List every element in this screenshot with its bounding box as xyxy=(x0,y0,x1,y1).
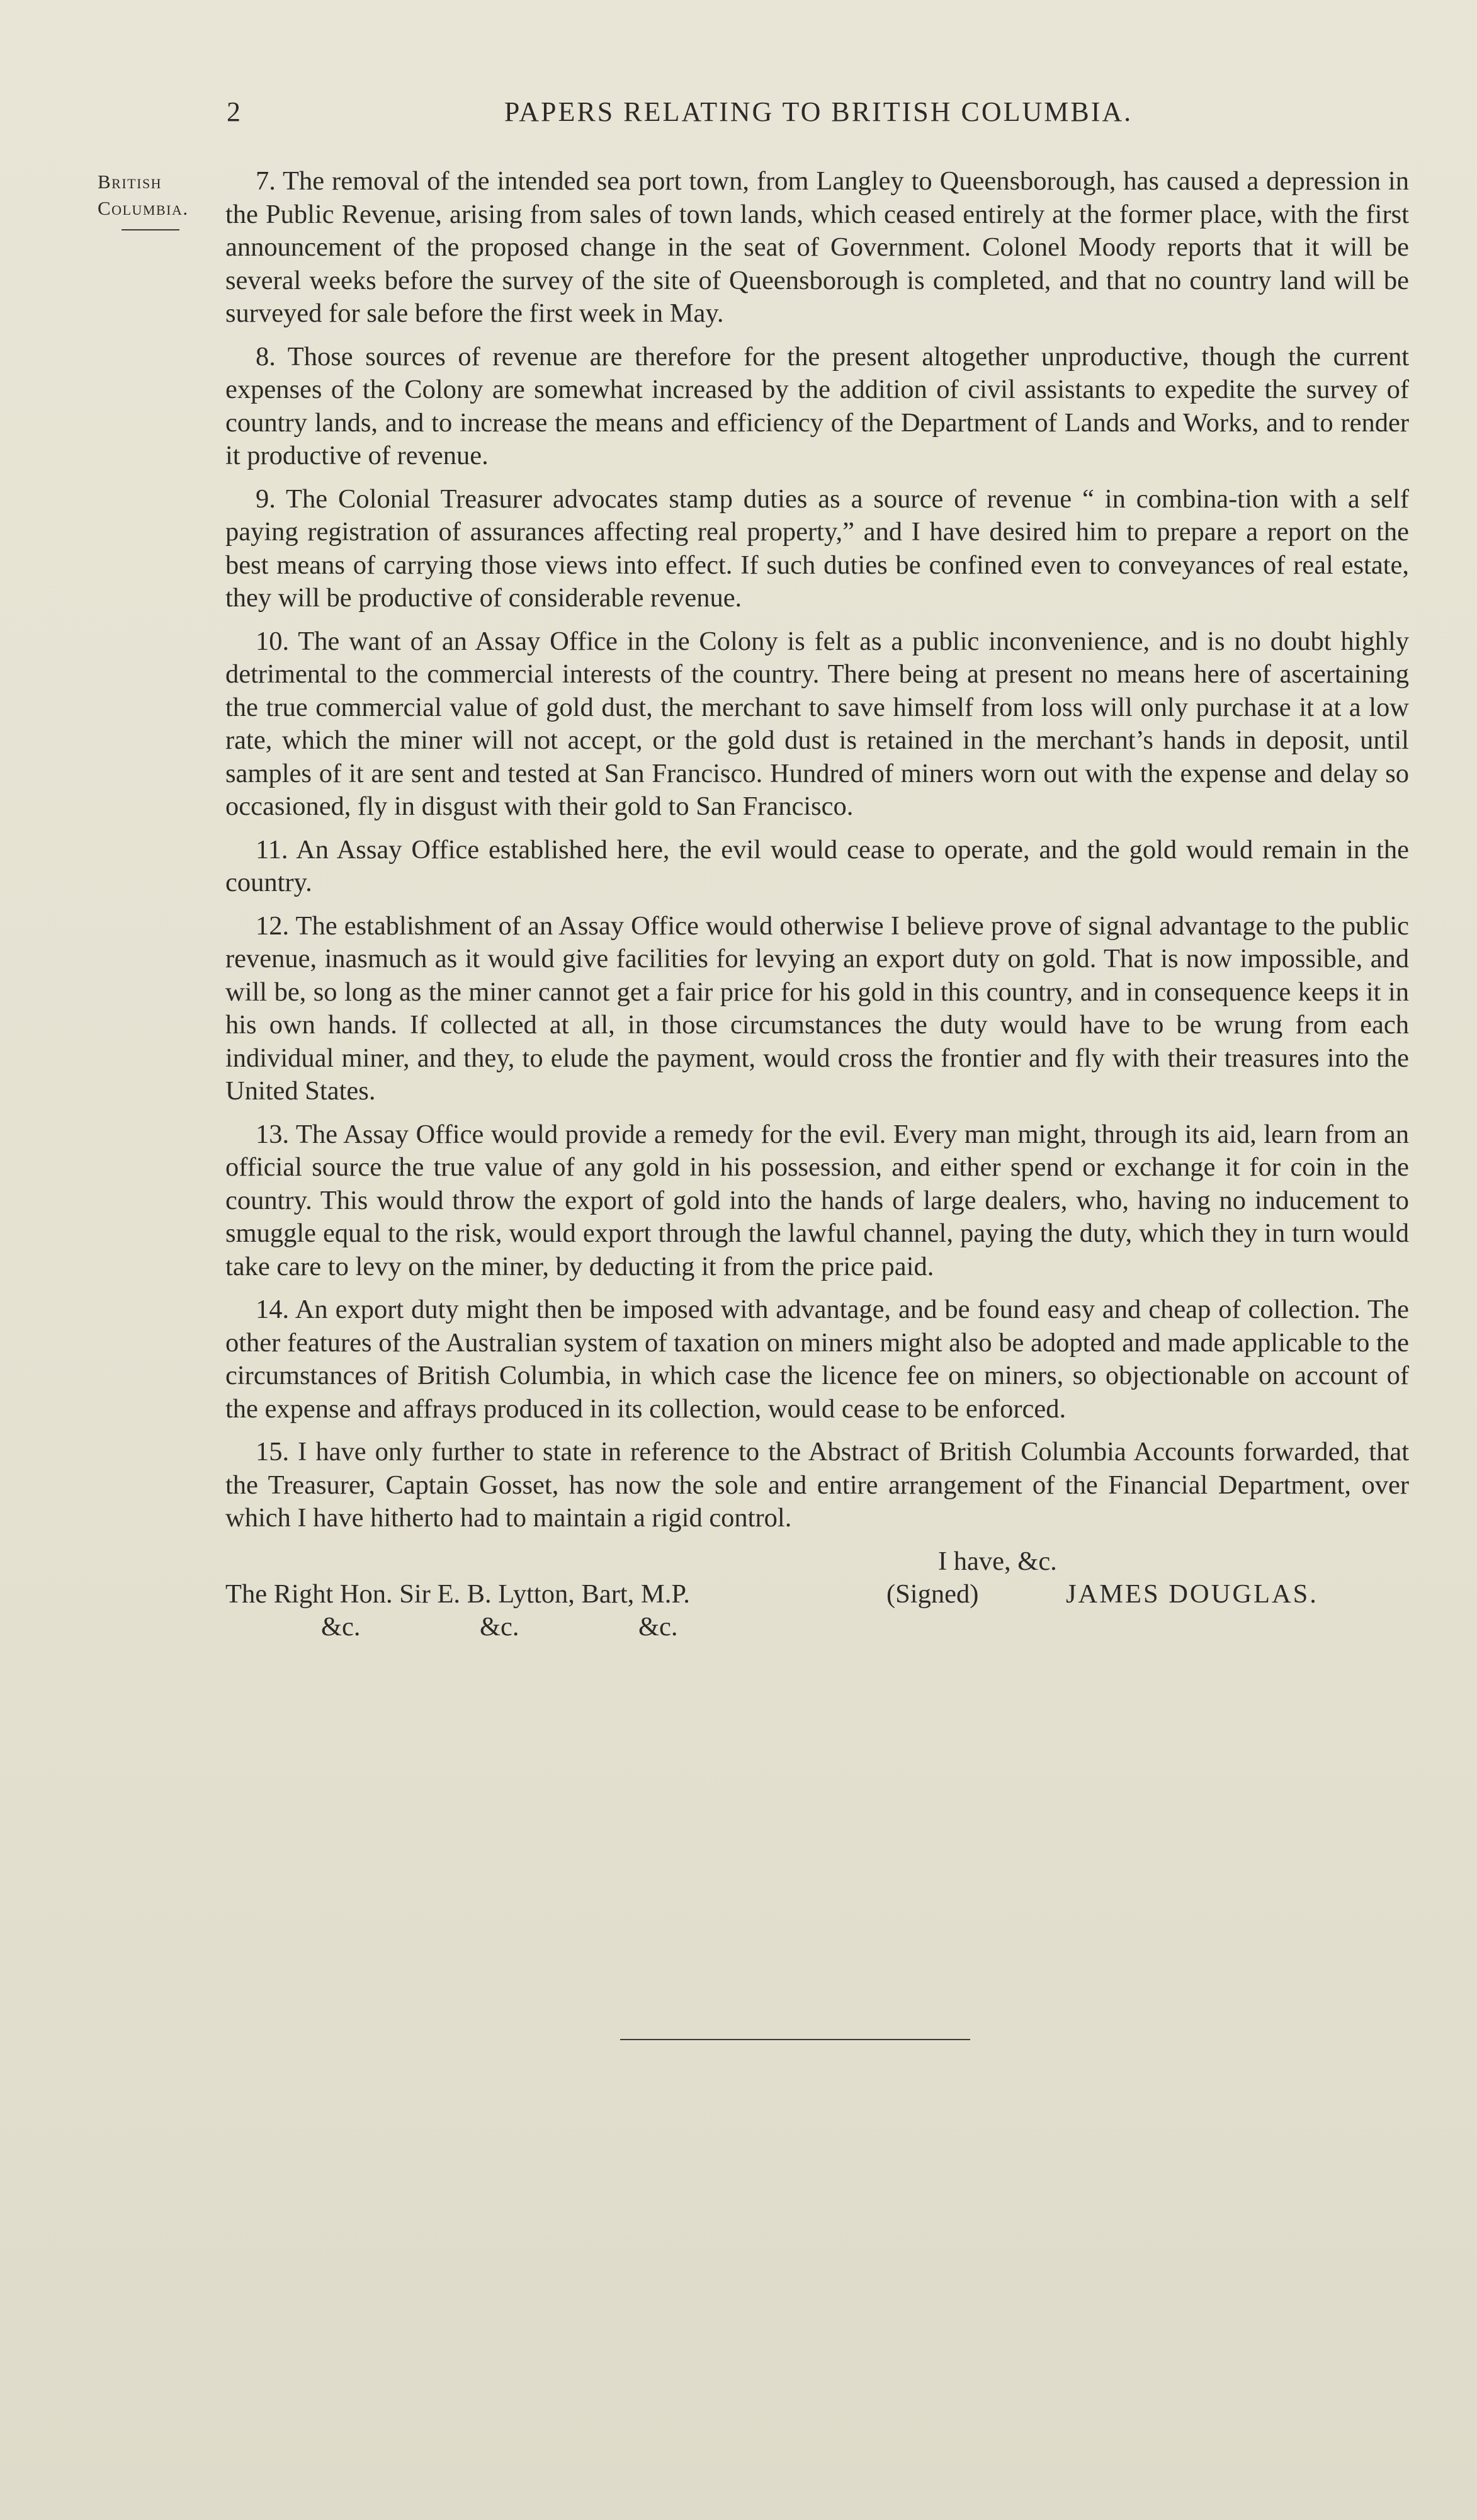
etc-3: &c. xyxy=(638,1611,678,1642)
margin-note xyxy=(98,169,211,230)
running-head: PAPERS RELATING TO BRITISH COLUMBIA. xyxy=(504,96,1133,127)
paragraph-11: 11. An Assay Office established here, the evil would cease to operate, and the gold would remain in the country. xyxy=(225,834,1409,897)
page-header xyxy=(227,96,1410,140)
margin-note-rule xyxy=(122,229,179,230)
page-number: 2 xyxy=(227,96,241,127)
margin-note-line-1: British xyxy=(98,171,162,193)
paragraph-15: 15. I have only further to state in reference to the Abstract of British Columbia Accounts forwarded, that the Treasurer, Captain Gosset, has now the sole and entire arrangement of the Financial Department, over which I have hitherto had to maintain a rigid control. xyxy=(225,1437,1409,1533)
paragraph-7: 7. The removal of the intended sea port town, from Langley to Queensborough, has caused a depression in the Public Revenue, arising from sales of town lands, which ceased entirely at the former place, with the first announcement of the proposed change in the seat of Government. Colonel Moody reports that it will be several weeks before the survey of the site of Queensborough is completed, and that no country land will be surveyed for sale before the first week in May. xyxy=(225,166,1409,328)
paragraph-9: 9. The Colonial Treasurer advocates stamp duties as a source of revenue “ in combina-tion with a self paying registration of assurances affecting real property,” and I have desired him to prepare a report on the best means of carrying those views into effect. If such duties be confined even to conveyances of real estate, they will be productive of considerable revenue. xyxy=(225,484,1409,613)
etc-1: &c. xyxy=(321,1611,361,1642)
paragraph-12: 12. The establishment of an Assay Office would otherwise I believe prove of signal advantage to the public revenue, inasmuch as it would give facilities for levying an export duty on gold. That is now impossible, and will be, so long as the miner cannot get a fair price for his gold in this country, and in consequence keeps it in his own hands. If collected at all, in those circumstances the duty would have to be wrung from each individual miner, and they, to elude the payment, would cross the frontier and fly with their treasures into the United States. xyxy=(225,911,1409,1106)
paragraph-8: 8. Those sources of revenue are therefore for the present altogether unproductive, though the current expenses of the Colony are somewhat increased by the addition of civil assistants to expedite the survey of country lands, and to increase the means and efficiency of the Department of Lands and Works, and to render it productive of revenue. xyxy=(225,341,1409,470)
margin-note-line-2: Columbia. xyxy=(98,197,189,219)
paragraph-14: 14. An export duty might then be imposed with advantage, and be found easy and cheap of collection. The other features of the Australian system of taxation on miners might also be adopted and made applicable to the circumstances of British Columbia, in which case the licence fee on miners, so objectionable on account of the expense and affrays produced in its collection, would cease to be enforced. xyxy=(225,1295,1409,1424)
valediction: I have, &c. xyxy=(938,1546,1057,1576)
etc-row xyxy=(321,1611,762,1643)
addressee: The Right Hon. Sir E. B. Lytton, Bart, M.P. xyxy=(225,1579,690,1609)
end-rule xyxy=(620,2039,970,2040)
paragraph-10: 10. The want of an Assay Office in the Colony is felt as a public inconvenience, and is no doubt highly detrimental to the commercial interests of the country. There being at present no means here of ascertaining the true commercial value of gold dust, the merchant to save himself from loss will only purchase it at a low rate, which the miner will not accept, or the gold dust is retained in the merchant’s hands in deposit, until samples of it are sent and tested at San Francisco. Hundred of miners worn out with the expense and delay so occasioned, fly in disgust with their gold to San Francisco. xyxy=(225,626,1409,821)
signatory-name: JAMES DOUGLAS. xyxy=(1066,1579,1318,1609)
etc-2: &c. xyxy=(480,1611,519,1642)
closing-block xyxy=(225,1545,1409,1652)
letter-body xyxy=(225,165,1409,1652)
signed-label: (Signed) xyxy=(886,1579,979,1609)
paragraph-13: 13. The Assay Office would provide a remedy for the evil. Every man might, through its aid, learn from an official source the true value of any gold in his possession, and either spend or exchange it for coin in the country. This would throw the export of gold into the hands of large dealers, who, having no inducement to smuggle equal to the risk, would export through the lawful channel, paying the duty, which they in turn would take care to levy on the miner, by deducting it from the price paid. xyxy=(225,1119,1409,1281)
